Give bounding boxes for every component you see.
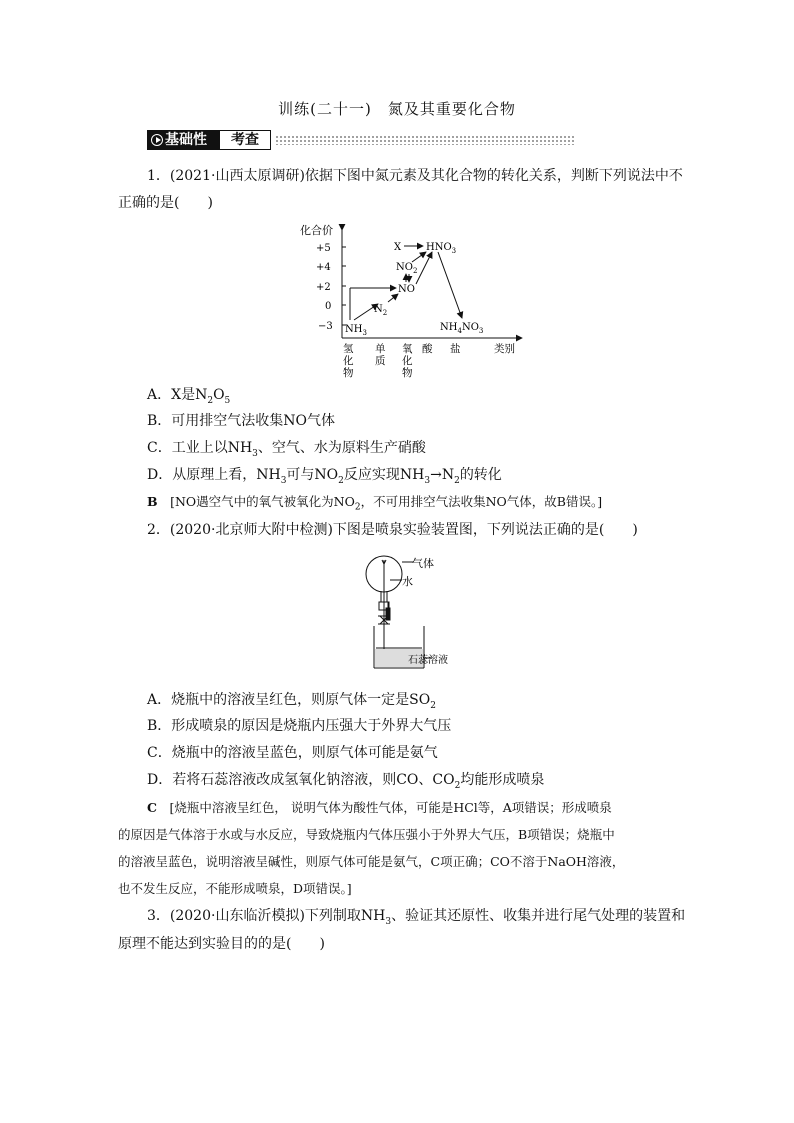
node-hno3: $HNO_3$	[426, 242, 457, 255]
page-title: 训练(二十一) 氮及其重要化合物	[278, 100, 516, 118]
section-label-2: 考查	[219, 130, 271, 150]
node-no: NO	[398, 284, 415, 295]
q1-option-c: C．工业上以$NH_3$、空气、水为原料生产硝酸	[147, 440, 426, 459]
nitrogen-conversion-figure	[292, 222, 532, 379]
section-label: 基础性	[147, 130, 219, 150]
q2-answer-line1: C [烧瓶中溶液呈红色， 说明气体为酸性气体，可能是HCl等，A项错误；形成喷泉	[147, 800, 612, 815]
q2-option-d: D．若将石蕊溶液改成氢氧化钠溶液，则CO、$CO_2$均能形成喷泉	[147, 772, 545, 791]
play-icon	[151, 134, 163, 146]
q2-answer-line2: 的原因是气体溶于水或与水反应，导致烧瓶内气体压强小于外界大气压，B项错误；烧瓶中	[118, 827, 615, 842]
fig1-ylabel: 化合价	[300, 224, 333, 237]
label-solution: 石蕊溶液	[408, 655, 448, 666]
fig1-xcat: 酸	[422, 343, 433, 355]
label-gas: 气体	[412, 557, 434, 570]
fig1-xcat: 单质	[375, 343, 386, 367]
fig1-xcat: 氧化物	[402, 343, 413, 379]
q1-option-a: A．X是$N_2O_5$	[147, 387, 231, 406]
q2-option-a: A．烧瓶中的溶液呈红色，则原气体一定是$SO_2$	[147, 692, 436, 711]
node-n2: $N_2$	[374, 304, 388, 317]
q3-stem-line1: 3．(2020·山东临沂模拟)下列制取$NH_3$、验证其还原性、收集并进行尾气处理的装置和	[147, 908, 686, 927]
q2-answer-line3: 的溶液呈蓝色，说明溶液呈碱性，则原气体可能是氨气，C项正确；CO不溶于NaOH溶液，	[118, 854, 625, 869]
dropper-icon	[386, 608, 390, 620]
fountain-apparatus-figure	[360, 550, 470, 676]
fig1-xlabel: 类别	[494, 343, 515, 355]
q3-stem-line2: 原理不能达到实验目的的是( )	[118, 936, 325, 952]
fig1-xcat: 盐	[450, 343, 461, 355]
q2-answer-line4: 也不发生反应，不能形成喷泉，D项错误。]	[118, 881, 352, 896]
q2-stem: 2．(2020·北京师大附中检测)下图是喷泉实验装置图，下列说法正确的是( )	[147, 522, 638, 538]
fig1-ytick: −3	[318, 321, 333, 332]
fig1-ytick: 0	[325, 301, 332, 312]
node-nh3: $NH_3$	[345, 324, 367, 337]
banner-dots	[275, 135, 575, 145]
fig1-ytick: +2	[316, 282, 331, 293]
node-nh4no3: $NH_4NO_3$	[440, 322, 484, 335]
fig1-xcat: 氢化物	[343, 343, 354, 379]
q1-option-b: B．可用排空气法收集NO气体	[147, 413, 336, 429]
q1-stem-line2: 正确的是( )	[118, 195, 213, 211]
q1-stem-line1: 1．(2021·山西太原调研)依据下图中氮元素及其化合物的转化关系，判断下列说法中不	[147, 168, 683, 184]
label-water: 水	[402, 575, 413, 588]
q1-answer: B [NO遇空气中的氧气被氧化为$NO_2$，不可用排空气法收集NO气体，故B错误。]	[147, 494, 603, 513]
node-no2: $NO_2$	[396, 262, 418, 275]
fig1-ytick: +4	[316, 262, 331, 273]
section-banner	[147, 130, 577, 152]
q1-option-d: D．从原理上看，$NH_3$可与$NO_2$反应实现$NH_3\to N_2$的转化	[147, 467, 502, 486]
q2-option-b: B．形成喷泉的原因是烧瓶内压强大于外界大气压	[147, 718, 452, 734]
node-x: X	[394, 242, 402, 253]
fig1-ytick: +5	[316, 243, 331, 254]
q2-option-c: C．烧瓶中的溶液呈蓝色，则原气体可能是氨气	[147, 745, 438, 761]
